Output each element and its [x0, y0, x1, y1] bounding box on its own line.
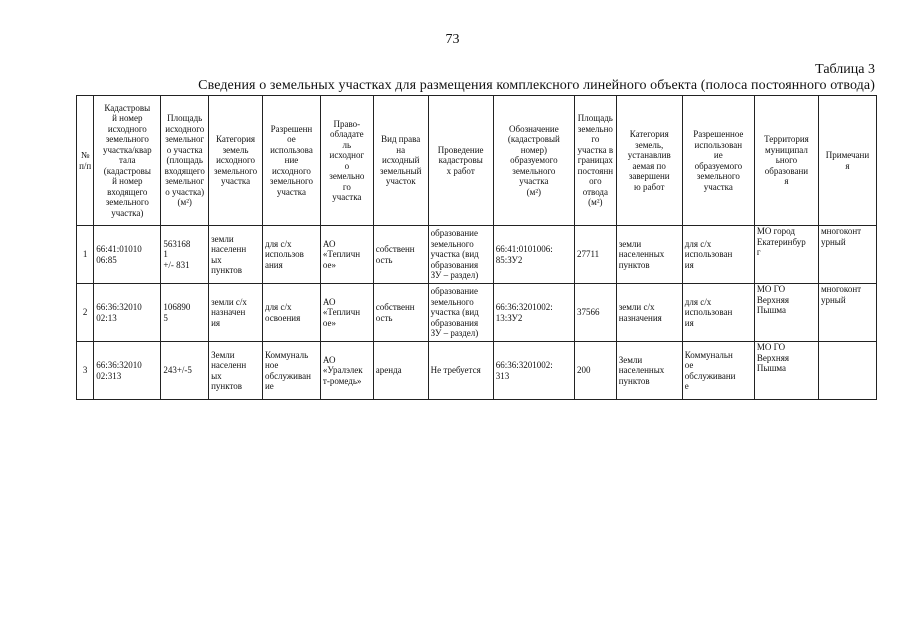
cadastral-number-cell: 66:36:32010 02:313: [94, 342, 161, 400]
header-source-cadastral-number: Кадастровы й номер исходного земельного участка/квар тала (кадастровы й номер входящего земельного участка): [94, 96, 161, 226]
right-type-cell: аренда: [373, 342, 428, 400]
header-source-area: Площадь исходного земельног о участка (площадь входящего земельног о участка) (м²): [161, 96, 209, 226]
source-area-cell: 106890 5: [161, 284, 209, 342]
header-notes: Примечани я: [818, 96, 876, 226]
header-final-land-category: Категория земель, устанавлив аемая по завершени ю работ: [616, 96, 682, 226]
header-new-permitted-use: Разрешенное использован ие образуемого земельного участка: [682, 96, 754, 226]
permitted-use-cell: Коммуналь ное обслуживан ие: [262, 342, 320, 400]
allotment-area-cell: 37566: [575, 284, 617, 342]
allotment-area-cell: 27711: [575, 226, 617, 284]
table-header-row: [77, 96, 877, 226]
new-plot-number-cell: 66:41:0101006: 85:ЗУ2: [493, 226, 574, 284]
permitted-use-cell: для с/х использов ания: [262, 226, 320, 284]
land-category-cell: земли населенн ых пунктов: [209, 226, 263, 284]
notes-cell: многоконт урный: [818, 284, 876, 342]
municipality-cell: МО город Екатеринбур г: [754, 226, 818, 284]
final-category-cell: земли с/х назначения: [616, 284, 682, 342]
header-source-land-category: Категория земель исходного земельного участка: [209, 96, 263, 226]
cadastral-number-cell: 66:36:32010 02:13: [94, 284, 161, 342]
cadastral-works-cell: Не требуется: [428, 342, 493, 400]
land-category-cell: земли с/х назначен ия: [209, 284, 263, 342]
new-permitted-use-cell: для с/х использован ия: [682, 226, 754, 284]
table-row: [77, 342, 877, 400]
municipality-cell: МО ГО Верхняя Пышма: [754, 342, 818, 400]
table-title: Сведения о земельных участках для размещения комплексного линейного объекта (полоса постоянного отвода): [198, 78, 875, 93]
right-holder-cell: АО «Тепличн ое»: [320, 284, 373, 342]
final-category-cell: земли населенных пунктов: [616, 226, 682, 284]
municipality-cell: МО ГО Верхняя Пышма: [754, 284, 818, 342]
row-number: 3: [77, 342, 94, 400]
right-holder-cell: АО «Тепличн ое»: [320, 226, 373, 284]
notes-cell: [818, 342, 876, 400]
new-permitted-use-cell: для с/х использован ия: [682, 284, 754, 342]
source-area-cell: 243+/-5: [161, 342, 209, 400]
header-right-holder: Право- обладате ль исходног о земельно го участка: [320, 96, 373, 226]
new-permitted-use-cell: Коммунальн ое обслуживани е: [682, 342, 754, 400]
allotment-area-cell: 200: [575, 342, 617, 400]
header-number: № п/п: [77, 96, 94, 226]
right-holder-cell: АО «Уралэлек т-ромедь»: [320, 342, 373, 400]
row-number: 1: [77, 226, 94, 284]
cadastral-number-cell: 66:41:01010 06:85: [94, 226, 161, 284]
cadastral-works-cell: образование земельного участка (вид образования ЗУ – раздел): [428, 284, 493, 342]
header-source-permitted-use: Разрешенн ое использова ние исходного земельного участка: [262, 96, 320, 226]
new-plot-number-cell: 66:36:3201002: 13:ЗУ2: [493, 284, 574, 342]
land-plots-table: [76, 95, 877, 400]
right-type-cell: собственн ость: [373, 284, 428, 342]
header-type-of-right: Вид права на исходный земельный участок: [373, 96, 428, 226]
row-number: 2: [77, 284, 94, 342]
new-plot-number-cell: 66:36:3201002: 313: [493, 342, 574, 400]
header-municipality: Территория муниципал ьного образовани я: [754, 96, 818, 226]
final-category-cell: Земли населенных пунктов: [616, 342, 682, 400]
right-type-cell: собственн ость: [373, 226, 428, 284]
table-label: Таблица 3: [815, 62, 875, 77]
page-number: 73: [445, 32, 460, 47]
notes-cell: многоконт урный: [818, 226, 876, 284]
header-cadastral-works: Проведение кадастровы х работ: [428, 96, 493, 226]
source-area-cell: 563168 1 +/- 831: [161, 226, 209, 284]
cadastral-works-cell: образование земельного участка (вид образования ЗУ – раздел): [428, 226, 493, 284]
table-row: [77, 284, 877, 342]
table-row: [77, 226, 877, 284]
land-category-cell: Земли населенн ых пунктов: [209, 342, 263, 400]
permitted-use-cell: для с/х освоения: [262, 284, 320, 342]
header-new-plot-designation: Обозначение (кадастровый номер) образуемого земельного участка (м²): [493, 96, 574, 226]
header-allotment-area: Площадь земельно го участка в границах постоянн ого отвода (м²): [575, 96, 617, 226]
